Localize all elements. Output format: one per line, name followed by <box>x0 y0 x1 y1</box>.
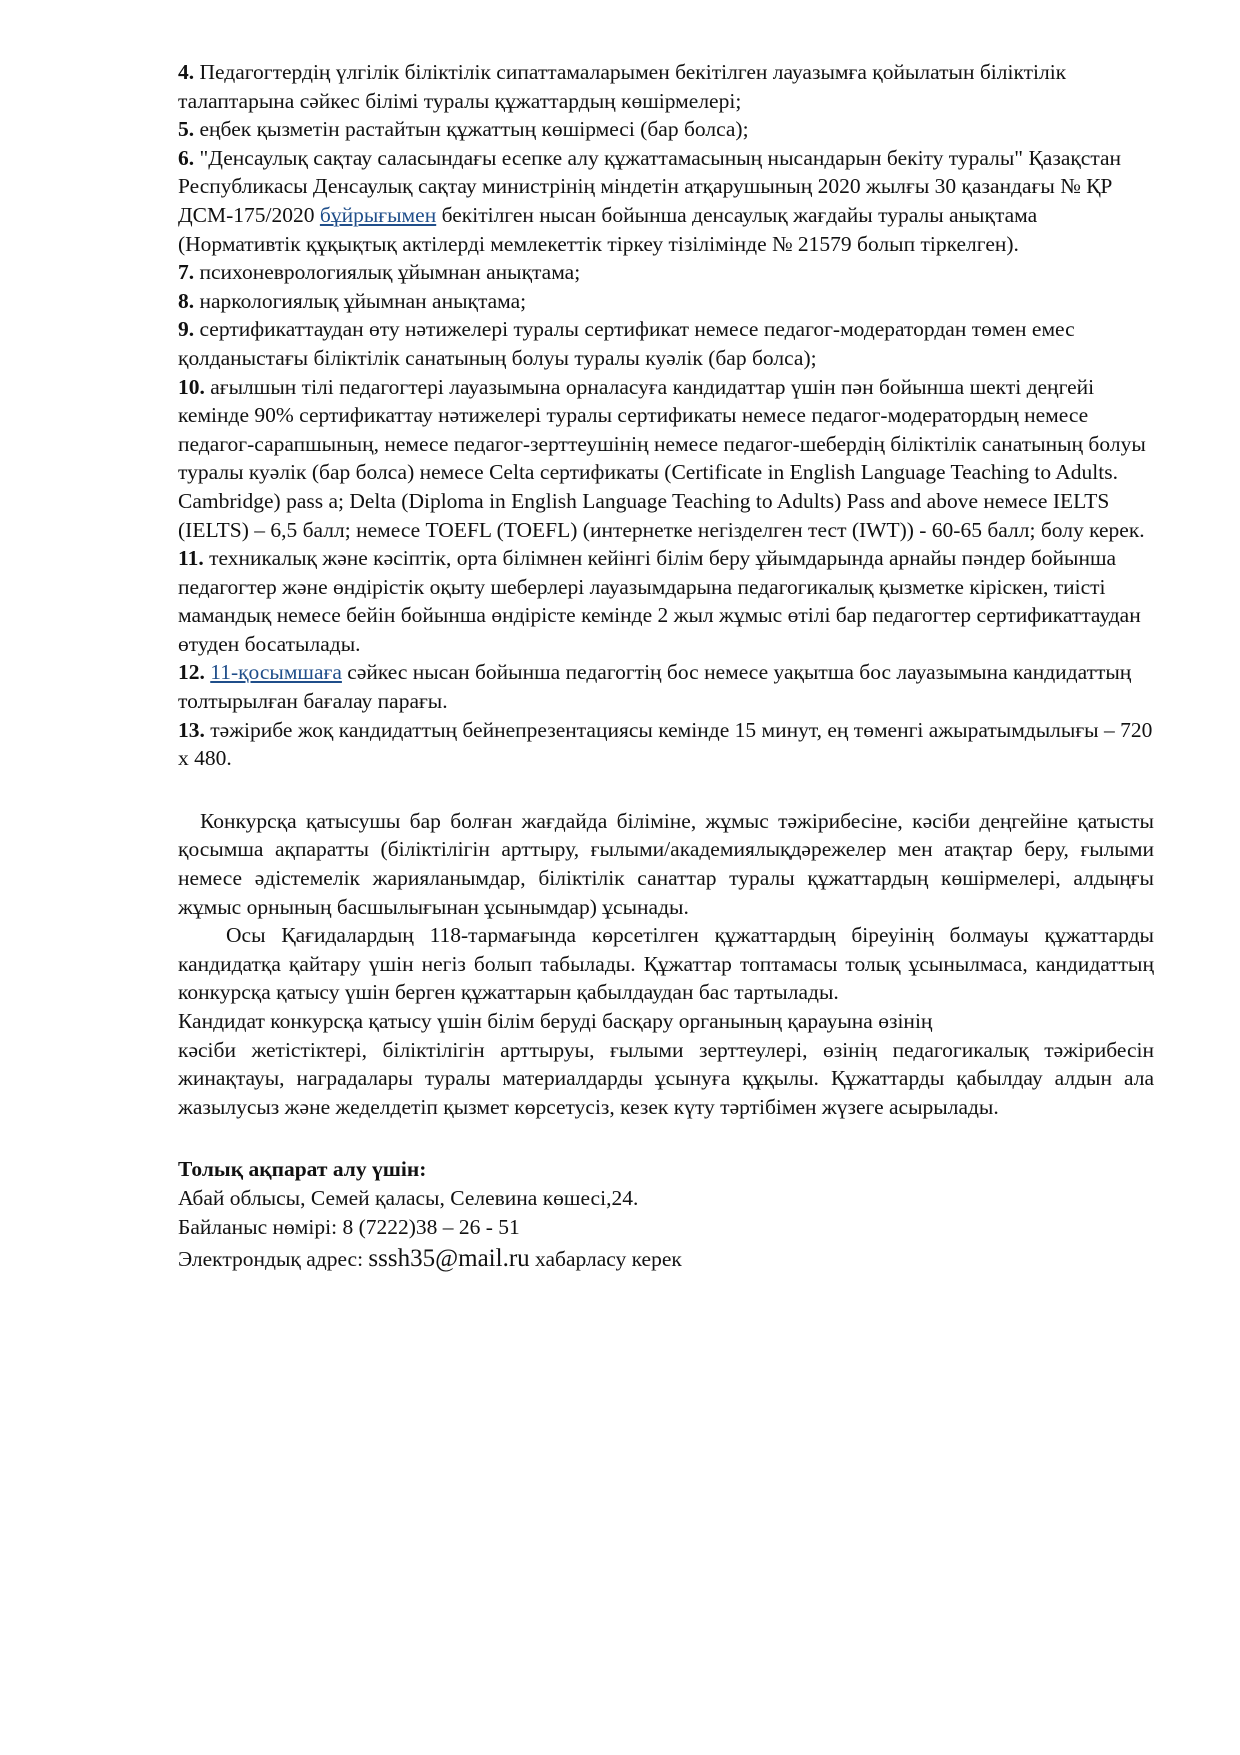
item-number: 9. <box>178 317 195 342</box>
contact-phone: Байланыс нөмірі: 8 (7222)38 – 26 - 51 <box>178 1214 520 1239</box>
contact-title: Толық ақпарат алу үшін: <box>178 1157 427 1182</box>
item-text: наркологиялық ұйымнан анықтама; <box>194 288 527 313</box>
item-text: ағылшын тілі педагогтері лауазымына орналасуға кандидаттар үшін пән бойынша шекті деңгейі кемінде 90% сертификаттау нәтижелері туралы сертификаты немесе педагог-модератордың немесе педагог-сарапшының, немесе педагог-зерттеушінің немесе педагог-шебердің біліктілік санатының болуы туралы куәлік (бар болса) немесе Celta сертификаты (Certificate in English Language Teaching to Adults. Cambridge) pass a; Delta (Diploma in English Language Teaching to Adults) Pass and above немесе IELTS (IELTS) – 6,5 балл; немесе TOEFL (TOEFL) (интернетке негізделген тест (IWT)) - 60-65 балл; болу керек. <box>178 374 1146 542</box>
email-suffix: хабарласу керек <box>529 1247 682 1272</box>
list-item <box>178 658 1154 715</box>
item-number: 8. <box>178 288 195 313</box>
order-link[interactable]: бұйрығымен <box>319 202 437 227</box>
spacer <box>178 773 1154 807</box>
paragraph-candidate-rights-first-line: Кандидат конкурсқа қатысу үшін білім беруді басқару органының қарауына өзінің <box>178 1009 933 1033</box>
list-item <box>178 258 1154 287</box>
email-address[interactable]: sssh35@mail.ru <box>368 1245 530 1273</box>
paragraph-missing-documents: Осы Қағидалардың 118-тармағында көрсетілген құжаттардың біреуінің болмауы құжаттарды кандидатқа қайтару үшін негіз болып табылады. Құжаттар топтамасы толық ұсынылмаса, кандидаттың конкурсқа қатысу үшін берген құжаттарын қабылдаудан бас тартылады. <box>178 923 1154 1005</box>
item-number: 7. <box>178 260 195 285</box>
list-item <box>178 373 1154 545</box>
list-item <box>178 716 1154 773</box>
list-item <box>178 144 1154 258</box>
item-text: психоневрологиялық ұйымнан анықтама; <box>194 260 581 285</box>
item-text: техникалық және кәсіптік, орта білімнен кейінгі білім беру ұйымдарында арнайы пәндер бойынша педагогтер және өндірістік оқыту шеберлері лауазымдарына педагогикалық қызметке кіріскен, тиісті мамандық немесе бейін бойынша өндірісте кемінде 2 жыл жұмыс өтілі бар педагогтер сертификаттаудан өтуден босатылады. <box>178 546 1141 656</box>
item-text: Педагогтердің үлгілік біліктілік сипаттамаларымен бекітілген лауазымға қойылатын біліктілік талаптарына сәйкес білімі туралы құжаттардың көшірмелері; <box>178 60 1067 113</box>
item-text: сертификаттаудан өту нәтижелері туралы сертификат немесе педагог-модератордан төмен емес қолданыстағы біліктілік санатының болуы туралы куәлік (бар болса); <box>178 317 1075 370</box>
appendix-link[interactable]: 11-қосымшаға <box>210 660 342 685</box>
list-item <box>178 58 1154 115</box>
item-number: 11. <box>178 546 204 571</box>
item-text: еңбек қызметін растайтын құжаттың көшірмесі (бар болса); <box>194 117 749 142</box>
item-number: 12. <box>178 660 205 685</box>
list-item <box>178 287 1154 316</box>
email-label: Электрондық адрес: <box>178 1247 369 1272</box>
list-item <box>178 544 1154 658</box>
item-number: 10. <box>178 374 205 399</box>
paragraph-candidate-rights: кәсіби жетістіктері, біліктілігін арттыруы, ғылыми зерттеулері, өзінің педагогикалық тәжірибесін жинақтауы, наградалары туралы материалдарды ұсынуға құқылы. Құжаттарды қабылдау алдын ала жазылусыз және жеделдетіп қызмет көрсетусіз, кезек күту тәртібімен жүзеге асырылады. <box>178 1037 1154 1119</box>
item-text: бекітілген нысан бойынша денсаулық жағдайы туралы анықтама (Нормативтік құқықтық актілерді мемлекеттік тіркеу тізілімінде № 21579 болып тіркелген). <box>178 202 1038 256</box>
paragraph-additional-info: Конкурсқа қатысушы бар болған жағдайда біліміне, жұмыс тәжірибесіне, кәсіби деңгейіне қатысты қосымша ақпаратты (біліктілігін арттыру, ғылыми/академиялықдәрежелер мен атақтар беру, ғылыми немесе әдістемелік жарияланымдар, біліктілік санаттар туралы құжаттардың көшірмелері, алдыңғы жұмыс орнының басшылығынан ұсынымдар) ұсынады. <box>178 808 1154 919</box>
item-number: 13. <box>178 717 205 742</box>
item-number: 5. <box>178 117 195 142</box>
item-number: 6. <box>178 145 195 170</box>
contact-address: Абай облысы, Семей қаласы, Селевина көшесі,24. <box>178 1185 639 1210</box>
item-text: тәжірибе жоқ кандидаттың бейнепрезентациясы кемінде 15 минут, ең төменгі ажыратымдылығы – 720 х 480. <box>178 717 1153 771</box>
contact-email-line <box>178 1245 1154 1274</box>
item-number: 4. <box>178 60 195 84</box>
item-text: "Денсаулық сақтау саласындағы есепке алу құжаттамасының нысандарын бекіту туралы" Қазақстан Республикасы Денсаулық сақтау министрінің міндетін атқарушының 2020 жылғы 30 қазандағы № ҚР ДСМ-175/2020 <box>178 145 1122 227</box>
list-item <box>178 115 1154 144</box>
item-text: сәйкес нысан бойынша педагогтің бос немесе уақытша бос лауазымына кандидаттың толтырылған бағалау парағы. <box>178 660 1132 714</box>
spacer <box>178 1121 1154 1155</box>
document-page <box>178 58 1154 1274</box>
list-item <box>178 315 1154 372</box>
